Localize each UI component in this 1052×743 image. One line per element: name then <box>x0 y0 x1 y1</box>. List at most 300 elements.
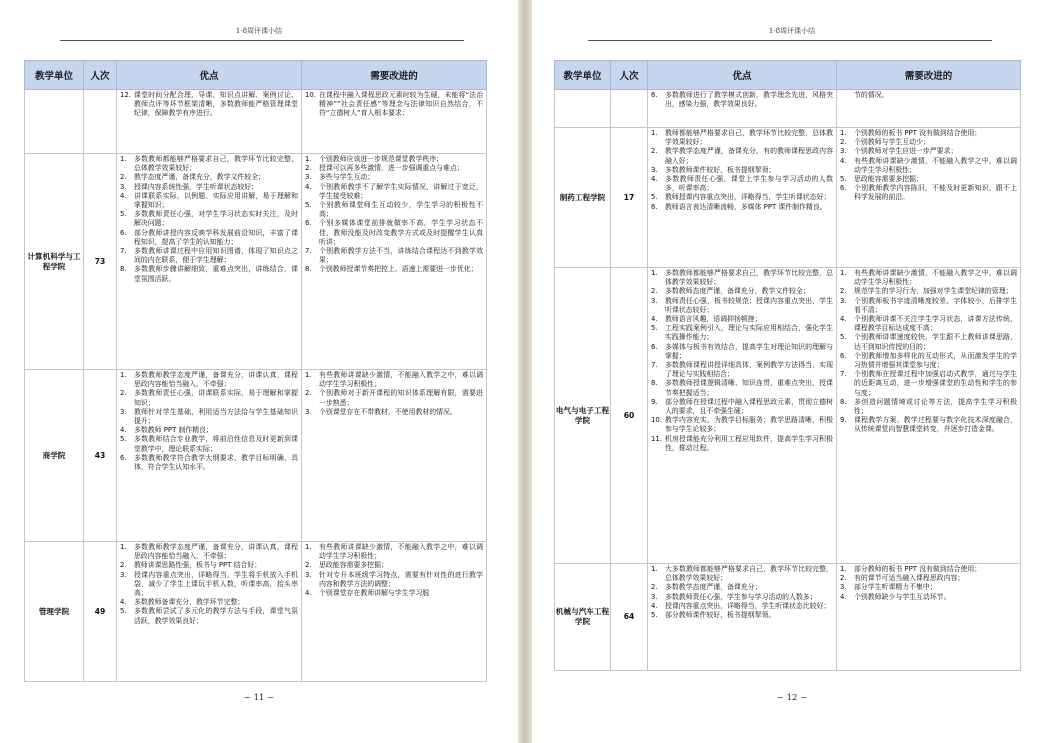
item-text: 多数教师态度严谨，备课充分，教学文件较全； <box>665 287 810 296</box>
item-text: 部分教师在授课过程中融入课程思政元素，贯彻立德树人的要求，且不牵强生硬； <box>665 397 833 416</box>
pros-item <box>651 297 833 315</box>
item-text: 个别教师教学内容陈旧，不能及时更新知识，跟不上科学发展的前沿。 <box>854 184 1017 202</box>
item-number <box>840 91 854 100</box>
pros-item <box>120 408 298 426</box>
item-text: 授课内容重点突出，详略得当，学生将手机放入手机袋，减少了学生上课玩手机人数，听课率高，抬头率高； <box>134 570 298 598</box>
item-text: 教师针对学生基础，利用适当方法给与学生基础知识提升； <box>134 407 298 426</box>
item-number: 1. <box>651 269 658 277</box>
pros-item <box>120 173 298 182</box>
improve-item <box>840 129 1017 138</box>
table-row <box>25 154 487 370</box>
item-text: 教师语言表达清晰流畅，多媒体 PPT 课件制作精良。 <box>665 202 827 211</box>
pros-cell <box>117 154 302 370</box>
item-text: 多数教师 PPT 制作精良； <box>134 426 213 435</box>
item-text: 个别教师在授课过程中加强启动式教学，通过与学生的近距离互动，进一步增强课堂的生动性和学生的参与度； <box>854 370 1017 397</box>
item-number: 6. <box>651 91 658 99</box>
page-11 <box>0 0 518 743</box>
item-number: 4. <box>840 315 847 324</box>
pros-item <box>651 379 833 397</box>
item-number: 1. <box>120 543 127 551</box>
header-improve: 需要改进的 <box>837 61 1021 90</box>
pros-list <box>651 91 833 109</box>
item-number: 5. <box>305 201 312 210</box>
item-number: 1. <box>840 269 847 277</box>
count-cell: 49 <box>84 542 117 682</box>
item-text: 授课内容重点突出，详略得当，学生听课状态比较好； <box>665 601 831 610</box>
item-number: 2. <box>840 287 847 296</box>
item-number: 5. <box>120 210 127 219</box>
item-number: 6. <box>840 351 847 360</box>
item-text: 个别教师讲课不关注学生学习状态，讲课方法传统，课程教学目标达成度不高； <box>854 315 1017 333</box>
item-number: 12. <box>120 91 131 99</box>
evaluation-table <box>24 60 487 682</box>
pros-item <box>651 287 833 296</box>
item-text: 多数教师责任心强，学生参与学习活动的人数多； <box>665 592 817 601</box>
improve-cell <box>837 564 1021 671</box>
improve-item <box>305 91 483 119</box>
improve-list <box>840 269 1017 435</box>
item-number: 1. <box>651 565 658 573</box>
pros-cell <box>117 370 302 542</box>
unit-name-cell <box>555 90 611 128</box>
improve-item <box>305 561 483 570</box>
item-number: 6. <box>840 184 847 193</box>
item-text: 部分教师的板书 PPT 没有做到结合使用； <box>854 565 982 573</box>
item-number: 7. <box>651 361 658 370</box>
improve-item <box>840 175 1017 184</box>
item-number: 10. <box>651 416 662 425</box>
pros-list <box>651 565 833 620</box>
improve-item <box>305 389 483 407</box>
item-number: 3. <box>120 570 127 579</box>
item-text: 节的情况。 <box>854 91 889 99</box>
item-number: 2. <box>120 389 127 398</box>
item-number: 4. <box>305 182 312 191</box>
unit-name-cell: 计算机科学与工程学院 <box>25 154 84 370</box>
item-number: 4. <box>651 175 658 184</box>
improve-item <box>840 315 1017 333</box>
header-improve: 需要改进的 <box>302 61 487 90</box>
item-number: 1. <box>651 129 658 137</box>
pros-item <box>120 543 298 561</box>
header-rule <box>60 40 464 41</box>
header-pros: 优点 <box>648 61 837 90</box>
header-unit: 教学单位 <box>555 61 611 90</box>
item-number: 10. <box>305 91 316 99</box>
item-text: 部分学生听课精力不集中； <box>854 583 937 592</box>
item-text: 多数教师进行了教学模式创新，教学理念先进，风格突出，感染力强，教学效果良好。 <box>665 91 833 109</box>
pros-item <box>651 129 833 147</box>
item-number: 6. <box>120 453 127 462</box>
item-text: 个别教师应该进一步规范课堂教学秩序； <box>319 155 444 163</box>
item-text: 工程实践案例引入，理论与实际应用相结合，强化学生实践操作能力； <box>665 324 833 342</box>
improve-item <box>305 371 483 389</box>
improve-cell <box>837 268 1021 564</box>
item-number: 1. <box>120 155 127 163</box>
count-cell: 73 <box>84 154 117 370</box>
pros-list <box>120 543 298 626</box>
item-text: 个别教师板书字迹清晰度较差、字体较小，后排学生看不清； <box>854 296 1017 314</box>
item-text: 多数教师责任心强，讲课联系实际，易于理解和掌握知识； <box>134 389 298 407</box>
improve-cell <box>302 370 487 542</box>
improve-cell <box>302 154 487 370</box>
item-text: 个别多媒体课堂前排就做率不高，学生学习状态不佳，教师没能及时改变教学方式或及时提醒学生认真听讲； <box>319 219 483 246</box>
improve-item <box>305 183 483 201</box>
item-text: 思政能容需要多挖掘； <box>319 561 388 570</box>
item-text: 个别教师与学生互动少； <box>854 138 930 147</box>
pros-item <box>120 561 298 570</box>
improve-item <box>840 352 1017 370</box>
pros-cell <box>117 542 302 682</box>
item-text: 多数教师备课充分，教学环节完整； <box>134 598 245 607</box>
pros-item <box>651 416 833 434</box>
pros-item <box>651 166 833 175</box>
item-number: 2. <box>840 574 847 583</box>
pros-item <box>651 361 833 379</box>
improve-cell <box>302 542 487 682</box>
improve-item <box>840 583 1017 592</box>
item-number: 1. <box>305 155 312 163</box>
pros-item <box>651 565 833 583</box>
improve-list <box>840 129 1017 203</box>
item-number: 8. <box>840 397 847 406</box>
table-row <box>25 542 487 682</box>
page-12 <box>532 0 1052 743</box>
running-header: 1-8周评课小结 <box>768 27 816 35</box>
item-number: 3. <box>120 407 127 416</box>
book-gutter <box>518 0 532 743</box>
improve-list <box>305 155 483 275</box>
item-number: 3. <box>651 592 658 601</box>
item-number: 8. <box>120 265 127 274</box>
count-cell: 17 <box>611 128 648 268</box>
improve-item <box>840 333 1017 351</box>
item-text: 个别课堂存在不带教材，不使用教材的情况。 <box>319 407 457 416</box>
item-number: 2. <box>651 583 658 592</box>
table-row <box>25 90 487 154</box>
pros-item <box>120 435 298 453</box>
improve-item <box>305 408 483 417</box>
pros-item <box>651 435 833 453</box>
pros-item <box>651 593 833 602</box>
header-pros: 优点 <box>117 61 302 90</box>
improve-item <box>840 147 1017 156</box>
improve-item <box>305 173 483 182</box>
item-number: 2. <box>651 287 658 296</box>
item-number: 2. <box>120 173 127 182</box>
item-number: 2. <box>120 561 127 570</box>
item-text: 个别教师课堂师生互动较少，学生学习的积极性不高； <box>319 201 483 219</box>
item-text: 多数教师责任心强，课堂上学生参与学习活动的人数多，听课率高； <box>665 175 833 193</box>
improve-item <box>305 155 483 164</box>
pros-item <box>120 607 298 625</box>
pros-item <box>651 583 833 592</box>
item-number: 7. <box>305 247 312 256</box>
pros-list <box>120 371 298 472</box>
pros-cell <box>648 128 837 268</box>
pros-item <box>120 265 298 283</box>
pros-item <box>651 175 833 193</box>
item-text: 个别教师对学生应进一步严要求； <box>854 147 958 156</box>
item-text: 多数教师责任心强，对学生学习状态实时关注，及时解决问题； <box>134 210 298 228</box>
item-text: 个别教师的板书 PPT 没有做到结合使用； <box>854 129 982 137</box>
item-text: 有些教师讲课缺少激情，不能融入教学之中，难以调动学生学习积极性； <box>319 371 483 389</box>
item-text: 多数教师授课逻辑清晰、知识连贯，重难点突出，授课节奏把握适当； <box>665 379 833 397</box>
pros-item <box>651 611 833 620</box>
unit-name-cell: 机械与汽车工程学院 <box>555 564 611 671</box>
item-text: 思政能容需要多挖掘； <box>854 175 923 184</box>
item-number: 7. <box>120 247 127 256</box>
count-cell: 64 <box>611 564 648 671</box>
unit-name-cell: 电气与电子工程学院 <box>555 268 611 564</box>
unit-name-cell <box>25 90 84 154</box>
item-text: 有些教师讲课缺少激情，不能融入教学之中，难以调动学生学习积极性； <box>854 156 1017 174</box>
pros-item <box>651 91 833 109</box>
item-number: 3. <box>840 147 847 156</box>
item-text: 个别教师教学不了解学生实际情况，讲解过于宽泛，学生接受较难； <box>319 182 483 200</box>
pros-item <box>120 389 298 407</box>
item-number: 6. <box>651 342 658 351</box>
item-text: 有些教师讲课缺少激情，不能融入教学之中，难以调动学生学习积极性； <box>319 543 483 561</box>
item-number: 3. <box>305 570 312 579</box>
item-text: 个别教师对于新开课程的知识体系理解有限，需要进一步熟悉； <box>319 389 483 407</box>
item-number: 4. <box>305 589 312 598</box>
item-text: 有些教师讲课缺少激情，不能融入教学之中，难以调动学生学习积极性； <box>854 269 1017 287</box>
item-number: 3. <box>651 296 658 305</box>
pros-item <box>120 183 298 192</box>
pros-item <box>120 155 298 173</box>
item-number: 5. <box>651 193 658 202</box>
item-text: 多数教师都能够严格要求自己，教学环节比较完整，总体教学效果较好； <box>665 269 833 287</box>
improve-item <box>840 269 1017 287</box>
item-number: 5. <box>120 435 127 444</box>
pros-item <box>651 602 833 611</box>
header-count: 人次 <box>84 61 117 90</box>
count-cell <box>84 90 117 154</box>
evaluation-table <box>554 60 1021 671</box>
item-number: 2. <box>305 164 312 173</box>
pros-item <box>120 91 298 119</box>
item-text: 个别教师授课节奏把控上、语速上需要进一步优化； <box>319 265 478 274</box>
improve-list <box>840 91 1017 100</box>
item-text: 机房授课能充分利用工程应用软件，提高学生学习积极性，推动过程。 <box>665 434 833 452</box>
item-text: 多数教师步骤讲解细致，重难点突出，讲练结合，课堂氛围活跃。 <box>134 265 298 283</box>
improve-item <box>305 201 483 219</box>
pros-list <box>120 91 298 119</box>
table-header-row <box>555 61 1021 90</box>
item-text: 个别教师讲课速度较快，学生跟不上教师讲课思路，达不到知识传授的目的； <box>854 333 1017 351</box>
pros-item <box>651 315 833 324</box>
table-row <box>555 90 1021 128</box>
item-text: 授课内容系统性强，学生听课状态较好； <box>134 182 259 191</box>
item-text: 教学内容充实，为教学目标服务；教学思路清晰，积极参与学生论较多； <box>665 416 833 434</box>
item-number: 5. <box>840 175 847 184</box>
item-number: 5. <box>840 333 847 342</box>
item-number: 11. <box>651 434 662 443</box>
item-number: 7. <box>840 370 847 379</box>
pros-cell <box>648 564 837 671</box>
item-number: 3. <box>305 407 312 416</box>
item-text: 个别教师缺少与学生互动环节。 <box>854 592 951 601</box>
table-row <box>555 128 1021 268</box>
pros-item <box>120 229 298 247</box>
pros-item <box>651 147 833 165</box>
item-text: 课程教学方案、教学过程要与数字化技术深度融合，从传统课堂向智慧课堂转变，并逐步打造金课。 <box>854 416 1017 434</box>
item-number: 3. <box>840 296 847 305</box>
table-row <box>555 268 1021 564</box>
header-count: 人次 <box>611 61 648 90</box>
improve-list <box>305 91 483 119</box>
item-text: 教师语言风趣，语调抑扬顿挫； <box>665 315 762 324</box>
page-number: ~ 11 ~ <box>243 693 275 703</box>
improve-item <box>840 565 1017 574</box>
improve-item <box>305 247 483 265</box>
running-header: 1-8周评课小结 <box>235 27 283 35</box>
item-number: 5. <box>120 607 127 616</box>
item-text: 大多数教师都能够严格要求自己，教学环节比较完整，总体教学效果较好； <box>665 565 833 583</box>
improve-item <box>840 287 1017 296</box>
item-text: 部分教师讲授内容反映学科发展前沿知识，丰富了课程知识，提高了学生的认知能力； <box>134 228 298 246</box>
item-text: 多数教师讲课过程中应用知识图谱，体现了知识点之间的内在联系，便于学生理解； <box>134 247 298 265</box>
improve-list <box>305 543 483 598</box>
table-row <box>555 564 1021 671</box>
item-number: 9. <box>840 416 847 425</box>
pros-cell <box>648 268 837 564</box>
item-number: 1. <box>120 371 127 379</box>
item-number: 4. <box>651 601 658 610</box>
table-row <box>25 370 487 542</box>
item-number: 1. <box>305 543 312 551</box>
item-number: 4. <box>120 426 127 435</box>
item-number: 6. <box>120 228 127 237</box>
item-text: 多数教师课件较好，板书提纲挈领； <box>665 165 776 174</box>
header-unit: 教学单位 <box>25 61 84 90</box>
item-text: 多数教学态度严谨，备课充分； <box>665 583 762 592</box>
item-text: 课堂时间分配合理，导课、知识点讲解、案例讨论、教师点评等环节框架清晰，多数教师能严格管理课堂纪律，保障教学有序进行。 <box>134 91 298 118</box>
count-cell: 43 <box>84 370 117 542</box>
pros-item <box>120 454 298 472</box>
item-text: 部分教师课件较好，板书提纲挈领。 <box>665 611 776 620</box>
item-text: 多媒体与板书有效结合，提高学生对理论知识的理解与掌握； <box>665 342 833 360</box>
item-text: 讲课联系实际，以例题、实际应用讲解，易于理解和掌握知识； <box>134 191 298 210</box>
item-number: 2. <box>305 561 312 570</box>
unit-name-cell: 管理学院 <box>25 542 84 682</box>
improve-item <box>305 265 483 274</box>
pros-list <box>651 129 833 212</box>
pros-item <box>120 571 298 599</box>
item-number: 5. <box>651 324 658 333</box>
item-text: 教师责任心强，板书较规范；授课内容重点突出，学生听课状态较好； <box>665 296 833 314</box>
improve-item <box>840 370 1017 398</box>
pros-item <box>120 371 298 389</box>
item-text: 教师讲课思路性强，板书与 PPT 结合好； <box>134 561 262 570</box>
item-number: 1. <box>840 565 847 573</box>
improve-list <box>840 565 1017 602</box>
page-number: ~ 12 ~ <box>776 693 808 703</box>
pros-item <box>120 210 298 228</box>
item-number: 3. <box>840 583 847 592</box>
pros-item <box>651 269 833 287</box>
improve-item <box>840 297 1017 315</box>
item-text: 多数教师课程讲授详细具体，案例教学方法得当，实现了理论与实践相结合； <box>665 361 833 379</box>
improve-item <box>840 398 1017 416</box>
item-text: 多数教师结合专业教学，将前沿性信息及时更新到课堂教学中，理论联系实际； <box>134 435 298 453</box>
item-number: 3. <box>120 182 127 191</box>
item-number: 4. <box>840 592 847 601</box>
item-text: 多数教师教学态度严谨，备课充分，讲课认真，课程思政内容能恰当融入，不牵强； <box>134 371 298 389</box>
header-rule <box>588 40 992 41</box>
item-number: 4. <box>120 598 127 607</box>
item-number: 2. <box>305 389 312 398</box>
pros-list <box>120 155 298 284</box>
item-text: 有的课节可适当融入课程思政内容； <box>854 574 965 583</box>
improve-cell <box>302 90 487 154</box>
item-text: 多数教师尝试了多元化的教学方法与手段，课堂气氛活跃，教学效果良好； <box>134 607 298 625</box>
item-text: 多数教师教学态度严谨，备课充分，讲课认真，课程思政内容能恰当融入，不牵强； <box>134 543 298 561</box>
item-text: 教师授课内容重点突出，详略得当，学生听课状态好； <box>665 193 831 202</box>
item-number: 3. <box>651 165 658 174</box>
item-number: 4. <box>120 191 127 200</box>
item-text: 多创造问题情境或讨论等方法，提高学生学习积极性； <box>854 397 1017 416</box>
item-text: 针对专升本班级学习特点，需要有针对性的进行教学内容和教学方法的调整； <box>319 570 483 588</box>
pros-cell <box>648 90 837 128</box>
table-body <box>25 90 487 682</box>
item-text: 教学教学态度严谨，备课充分，有的教师课程思政内容融入好； <box>665 147 833 165</box>
pros-item <box>651 343 833 361</box>
pros-item <box>120 192 298 210</box>
item-number: 1. <box>840 129 847 137</box>
item-text: 多数教师教学符合教学大纲要求，教学目标明确、具体，符合学生认知水平。 <box>134 453 298 472</box>
item-number: 9. <box>651 397 658 406</box>
table-body <box>555 90 1021 671</box>
pros-list <box>651 269 833 453</box>
item-text: 教学态度严谨，备课充分，教学文件较全； <box>134 173 265 182</box>
item-number: 6. <box>651 202 658 211</box>
improve-item <box>840 91 1017 100</box>
item-number: 4. <box>651 315 658 324</box>
item-text: 规范学生的学习行为，加强对学生课堂纪律的管理； <box>854 287 1013 296</box>
pros-item <box>651 203 833 212</box>
item-number: 4. <box>840 156 847 165</box>
item-text: 多些与学生互动； <box>319 173 375 182</box>
pros-item <box>651 324 833 342</box>
item-text: 多数教师都能够严格要求自己，教学环节比较完整，总体教学效果较好； <box>134 155 298 173</box>
item-text: 授课可以再多些激情，进一步强调重点与难点； <box>319 164 464 173</box>
unit-name-cell: 制药工程学院 <box>555 128 611 268</box>
pros-item <box>651 398 833 416</box>
improve-item <box>305 543 483 561</box>
table-header-row <box>25 61 487 90</box>
improve-cell <box>837 128 1021 268</box>
item-text: 教师都能够严格要求自己，教学环节比较完整，总体教学效果较好； <box>665 129 833 147</box>
item-number: 8. <box>651 379 658 388</box>
unit-name-cell: 商学院 <box>25 370 84 542</box>
improve-item <box>840 593 1017 602</box>
item-number: 8. <box>305 265 312 274</box>
item-text: 在课程中融入课程思政元素时较为生硬，未能将“法治精神”“社会责任感”等理念与法律知识自然结合，不符“立德树人”育人根本要求； <box>319 91 483 118</box>
improve-item <box>840 416 1017 434</box>
item-number: 2. <box>651 147 658 156</box>
pros-item <box>651 193 833 202</box>
improve-item <box>305 589 483 598</box>
item-text: 个别课堂存在教师讲解与学生学习脱 <box>319 589 430 598</box>
item-number: 1. <box>305 371 312 379</box>
item-number: 5. <box>651 611 658 620</box>
improve-item <box>305 219 483 247</box>
pros-item <box>120 247 298 265</box>
item-number: 2. <box>840 138 847 147</box>
item-number: 3. <box>305 173 312 182</box>
